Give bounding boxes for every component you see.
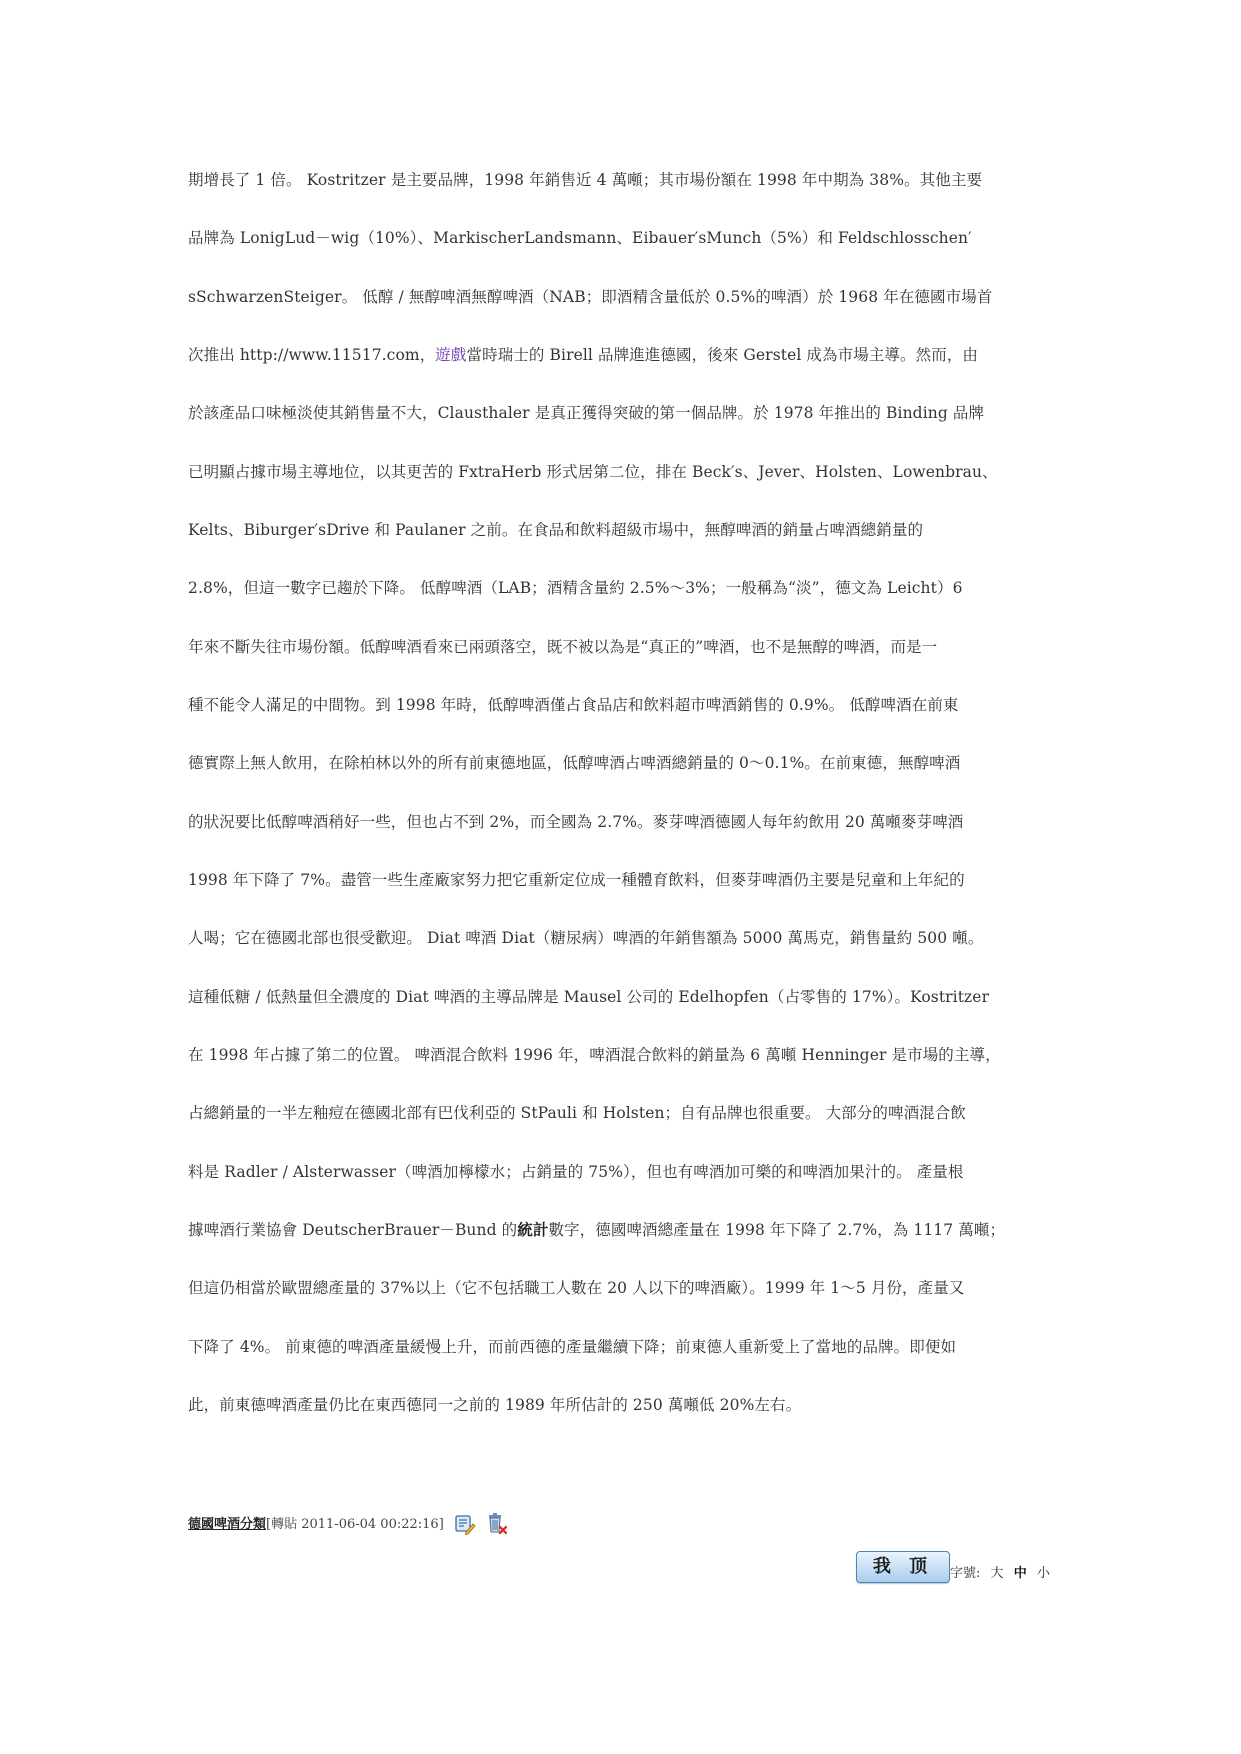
article-line: 料是 Radler / Alsterwasser（啤酒加檸檬水；占銷量的 75%），但也有啤酒加可樂的和啤酒加果汁的。 產量根 xyxy=(188,1163,964,1181)
article-line: 1998 年下降了 7%。盡管一些生產廠家努力把它重新定位成一種體育飲料，但麥芽啤酒仍主要是兒童和上年紀的 xyxy=(188,871,965,889)
article-line: 於該產品口味極淡使其銷售量不大，Clausthaler 是真正獲得突破的第一個品牌。於 1978 年推出的 Binding 品牌 xyxy=(188,404,985,422)
article-line: 在 1998 年占據了第二的位置。 啤酒混合飲料 1996 年，啤酒混合飲料的銷量為 6 萬噸 Henninger 是市場的主導， xyxy=(188,1046,1001,1064)
article-line: 已明顯占據市場主導地位，以其更苦的 FxtraHerb 形式居第二位，排在 Beck′s、Jever、Holsten、Lowenbrau、 xyxy=(188,463,998,481)
article-text: 數字，德國啤酒總產量在 1998 年下降了 2.7%，為 1117 萬噸； xyxy=(548,1221,1006,1239)
font-size-large[interactable]: 大 xyxy=(990,1566,1004,1581)
article-line: 下降了 4%。 前東德的啤酒產量緩慢上升，而前西德的產量繼續下降；前東德人重新愛上了當地的品牌。即便如 xyxy=(188,1338,957,1356)
statistics-keyword: 統計 xyxy=(517,1220,549,1239)
article-line: 期增長了 1 倍。 Kostritzer 是主要品牌，1998 年銷售近 4 萬噸；其市場份額在 1998 年中期為 38%。其他主要 xyxy=(188,171,983,189)
article-line: 種不能令人滿足的中間物。到 1998 年時，低醇啤酒僅占食品店和飲料超市啤酒銷售的 0.9%。 低醇啤酒在前東 xyxy=(188,696,959,714)
post-title-link[interactable]: 德國啤酒分類 xyxy=(188,1517,267,1532)
delete-icon[interactable] xyxy=(486,1512,508,1536)
article-line xyxy=(188,345,978,365)
post-meta: [轉貼 2011-06-04 00:22:16] xyxy=(266,1517,444,1532)
article-text: 據啤酒行業協會 DeutscherBrauer－Bund 的 xyxy=(188,1221,518,1239)
article-text: 次推出 http://www.11517.com， xyxy=(188,346,436,364)
article-line: 品牌為 LonigLud－wig（10%）、MarkischerLandsmann、Eibauer′sMunch（5%）和 Feldschlosschen′ xyxy=(188,229,972,247)
font-size-label: 字號: xyxy=(950,1566,981,1581)
post-footer xyxy=(188,1512,508,1536)
top-vote-button[interactable]: 我 顶 xyxy=(856,1551,950,1583)
article-line: 占總銷量的一半左釉痘在德國北部有巴伐利亞的 StPauli 和 Holsten；自有品牌也很重要。 大部分的啤酒混合飲 xyxy=(188,1104,966,1122)
article-line: Kelts、Biburger′sDrive 和 Paulaner 之前。在食品和飲料超級市場中，無醇啤酒的銷量占啤酒總銷量的 xyxy=(188,521,924,539)
article-line: 這種低糖 / 低熱量但全濃度的 Diat 啤酒的主導品牌是 Mausel 公司的 Edelhopfen（占零售的 17%）。Kostritzer xyxy=(188,988,990,1006)
article-line xyxy=(188,1220,1005,1240)
article-line: 的狀況要比低醇啤酒稍好一些，但也占不到 2%，而全國為 2.7%。麥芽啤酒德國人每年約飲用 20 萬噸麥芽啤酒 xyxy=(188,813,964,831)
font-size-switcher xyxy=(950,1562,1050,1581)
article-line: 2.8%，但這一數字已趨於下降。 低醇啤酒（LAB；酒精含量約 2.5%～3%；一般稱為“淡”，德文為 Leicht）6 xyxy=(188,579,963,597)
article-text: 當時瑞士的 Birell 品牌進進德國，後來 Gerstel 成為市場主導。然而，由 xyxy=(466,346,979,364)
article-line: 德實際上無人飲用，在除柏林以外的所有前東德地區，低醇啤酒占啤酒總銷量的 0～0.1%。在前東德，無醇啤酒 xyxy=(188,754,961,772)
article-line: 但這仍相當於歐盟總產量的 37%以上（它不包括職工人數在 20 人以下的啤酒廠）。1999 年 1～5 月份，產量又 xyxy=(188,1279,965,1297)
font-size-medium[interactable]: 中 xyxy=(1013,1566,1027,1581)
game-link[interactable]: 遊戲 xyxy=(435,346,467,364)
article-line: 人喝；它在德國北部也很受歡迎。 Diat 啤酒 Diat（糖尿病）啤酒的年銷售額為 5000 萬馬克，銷售量約 500 噸。 xyxy=(188,929,984,947)
article-line: 此，前東德啤酒產量仍比在東西德同一之前的 1989 年所估計的 250 萬噸低 20%左右。 xyxy=(188,1396,802,1414)
font-size-small[interactable]: 小 xyxy=(1036,1566,1050,1581)
article-line: 年來不斷失往市場份額。低醇啤酒看來已兩頭落空，既不被以為是“真正的”啤酒，也不是無醇的啤酒，而是一 xyxy=(188,638,938,656)
article-line: sSchwarzenSteiger。 低醇 / 無醇啤酒無醇啤酒（NAB；即酒精含量低於 0.5%的啤酒）於 1968 年在德國市場首 xyxy=(188,288,993,306)
edit-icon[interactable] xyxy=(454,1512,476,1536)
